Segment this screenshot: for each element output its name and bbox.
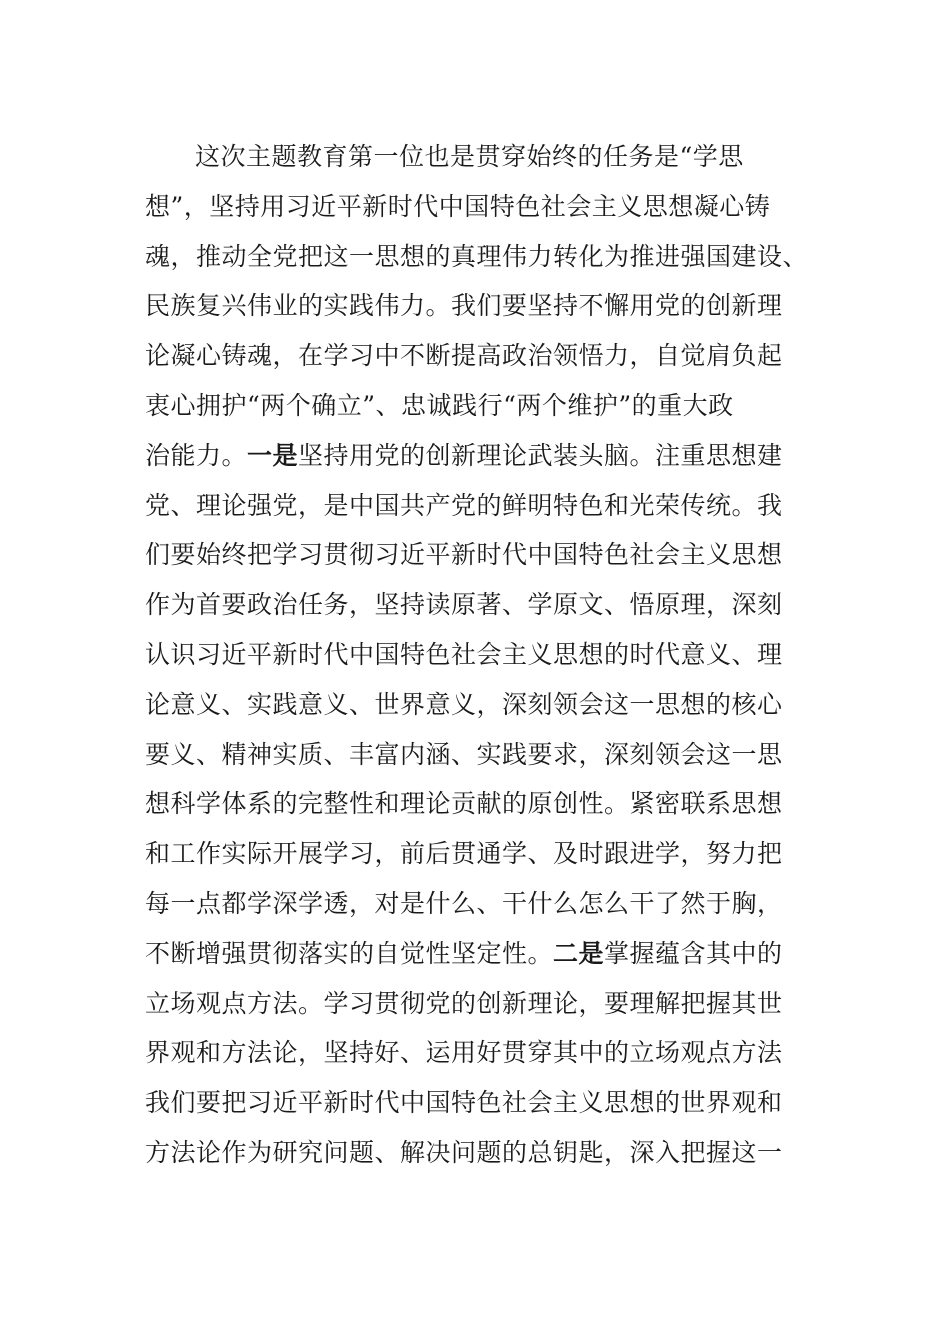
- text-line: 每一点都学深学透，对是什么、干什么怎么干了然于胸，: [145, 888, 783, 918]
- text-segment: 坚持用党的创新理论武装头脑。注重思想建: [298, 440, 783, 470]
- text-segment: 不断增强贯彻落实的自觉性坚定性。: [145, 938, 554, 968]
- text-line: 方法论作为研究问题、解决问题的总钥匙，深入把握这一: [145, 1137, 783, 1167]
- text-line: [145, 431, 805, 481]
- text-line: 想科学体系的完整性和理论贡献的原创性。紧密联系思想: [145, 789, 783, 819]
- text-line: 党、理论强党，是中国共产党的鲜明特色和光荣传统。我: [145, 490, 783, 520]
- text-line: 们要始终把学习贯彻习近平新时代中国特色社会主义思想: [145, 540, 783, 570]
- text-line: 衷心拥护“两个确立”、忠诚践行“两个维护”的重大政: [145, 390, 734, 420]
- text-line: 这次主题教育第一位也是贯穿始终的任务是“学思: [195, 142, 744, 171]
- text-line: 我们要把习近平新时代中国特色社会主义思想的世界观和: [145, 1088, 783, 1118]
- text-line: 界观和方法论，坚持好、运用好贯穿其中的立场观点方法: [145, 1038, 783, 1068]
- text-line: 想”，坚持用习近平新时代中国特色社会主义思想凝心铸: [145, 191, 771, 221]
- point-marker-one: 一是: [247, 440, 299, 470]
- text-line: 魂，推动全党把这一思想的真理伟力转化为推进强国建设、: [145, 241, 809, 271]
- text-line: 民族复兴伟业的实践伟力。我们要坚持不懈用党的创新理: [145, 291, 783, 321]
- text-line: 认识习近平新时代中国特色社会主义思想的时代意义、理: [145, 639, 783, 669]
- body-paragraph: [145, 132, 809, 1178]
- text-segment: 治能力。: [145, 440, 248, 470]
- text-segment: 掌握蕴含其中的: [604, 938, 783, 968]
- text-line: 要义、精神实质、丰富内涵、实践要求，深刻领会这一思: [145, 739, 783, 769]
- text-line: 和工作实际开展学习，前后贯通学、及时跟进学，努力把: [145, 839, 783, 869]
- text-line: [145, 929, 805, 979]
- text-line: 论凝心铸魂，在学习中不断提高政治领悟力，自觉肩负起: [145, 341, 783, 371]
- point-marker-two: 二是: [553, 938, 605, 968]
- text-line: 作为首要政治任务，坚持读原著、学原文、悟原理，深刻: [145, 590, 783, 620]
- text-line: 论意义、实践意义、世界意义，深刻领会这一思想的核心: [145, 689, 783, 719]
- text-line: 立场观点方法。学习贯彻党的创新理论，要理解把握其世: [145, 988, 783, 1018]
